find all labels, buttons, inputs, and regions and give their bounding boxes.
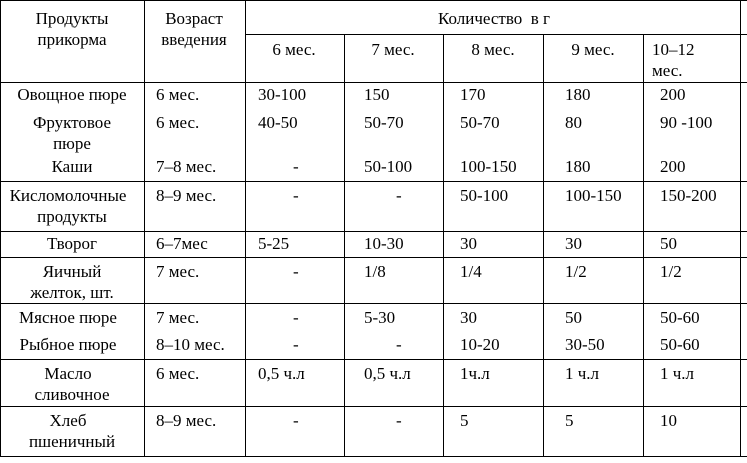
grid-line	[245, 34, 747, 35]
grid-line	[0, 82, 747, 83]
row-age: 6 мес.	[156, 113, 200, 132]
row-value: -	[293, 308, 299, 327]
row-value: 50	[565, 308, 582, 327]
row-value: 30-50	[565, 335, 605, 354]
row-age: 8–10 мес.	[156, 335, 225, 354]
row-value: 1ч.л	[460, 364, 490, 383]
grid-line	[0, 231, 747, 232]
row-age: 8–9 мес.	[156, 411, 217, 430]
row-value: 50-60	[660, 308, 700, 327]
row-product: Хлеб	[49, 411, 87, 430]
header-month: 10–12	[652, 40, 695, 59]
row-value: 40-50	[258, 113, 298, 132]
grid-line	[740, 0, 741, 457]
row-value: 50-70	[364, 113, 404, 132]
row-product: продукты	[37, 207, 107, 226]
row-product: Овощное пюре	[17, 85, 127, 104]
row-value: 90 -100	[660, 113, 713, 132]
row-value: 1/2	[565, 262, 587, 281]
row-product: Яичный	[42, 262, 102, 281]
row-value: 0,5 ч.л	[364, 364, 411, 383]
grid-line	[0, 0, 1, 457]
row-age: 8–9 мес.	[156, 186, 217, 205]
row-value: 150	[364, 85, 390, 104]
grid-line	[443, 34, 444, 457]
row-value: 170	[460, 85, 486, 104]
row-value: 50-60	[660, 335, 700, 354]
row-value: -	[293, 335, 299, 354]
row-value: 1/2	[660, 262, 682, 281]
row-value: 180	[565, 157, 591, 176]
row-value: 10	[660, 411, 677, 430]
row-product: Творог	[47, 234, 97, 253]
header-month: 7 мес.	[371, 40, 415, 59]
row-value: 10-30	[364, 234, 404, 253]
grid-line	[344, 34, 345, 457]
header-quantity: Количество в г	[437, 9, 551, 28]
row-value: 1/8	[364, 262, 386, 281]
row-age: 6–7мес	[156, 234, 208, 253]
row-value: -	[293, 186, 299, 205]
row-value: 1/4	[460, 262, 482, 281]
row-value: 100-150	[460, 157, 517, 176]
row-value: 30	[565, 234, 582, 253]
row-product: Кисломолочные	[9, 186, 127, 205]
row-value: 50-70	[460, 113, 500, 132]
grid-line	[0, 359, 747, 360]
row-value: 30	[460, 308, 477, 327]
row-product: пюре	[53, 134, 91, 153]
grid-line	[543, 34, 544, 457]
row-age: 6 мес.	[156, 85, 200, 104]
grid-line	[0, 456, 747, 457]
row-product: Фруктовое	[32, 113, 112, 132]
header-age: введения	[161, 30, 227, 49]
row-value: -	[396, 186, 402, 205]
row-value: -	[396, 335, 402, 354]
grid-line	[245, 0, 246, 457]
row-value: 50-100	[364, 157, 413, 176]
row-value: 50	[660, 234, 677, 253]
row-value: 150-200	[660, 186, 717, 205]
header-month: 9 мес.	[571, 40, 615, 59]
header-month: 6 мес.	[272, 40, 316, 59]
grid-line	[0, 406, 747, 407]
row-age: 7 мес.	[156, 308, 200, 327]
grid-line	[0, 303, 747, 304]
grid-line	[0, 0, 747, 1]
row-value: -	[396, 411, 402, 430]
row-value: 100-150	[565, 186, 622, 205]
row-product: желток, шт.	[30, 283, 114, 302]
row-value: 80	[565, 113, 582, 132]
grid-line	[0, 257, 747, 258]
row-product: Каши	[51, 157, 93, 176]
row-value: 5	[565, 411, 574, 430]
row-product: Мясное пюре	[19, 308, 117, 327]
row-value: 30-100	[258, 85, 307, 104]
row-product: Масло	[44, 364, 92, 383]
row-age: 6 мес.	[156, 364, 200, 383]
header-month: мес.	[652, 61, 683, 80]
row-value: -	[293, 157, 299, 176]
row-age: 7 мес.	[156, 262, 200, 281]
row-value: 0,5 ч.л	[258, 364, 305, 383]
row-value: 1 ч.л	[660, 364, 695, 383]
row-value: 200	[660, 157, 686, 176]
row-value: 5-25	[258, 234, 290, 253]
row-value: -	[293, 411, 299, 430]
header-products: прикорма	[37, 30, 107, 49]
row-value: 1 ч.л	[565, 364, 600, 383]
grid-line	[0, 181, 747, 182]
row-product: Рыбное пюре	[19, 335, 117, 354]
row-value: 50-100	[460, 186, 509, 205]
row-value: 180	[565, 85, 591, 104]
row-value: 5-30	[364, 308, 396, 327]
row-value: 200	[660, 85, 686, 104]
row-value: 30	[460, 234, 477, 253]
row-product: сливочное	[34, 385, 110, 404]
row-age: 7–8 мес.	[156, 157, 217, 176]
grid-line	[144, 0, 145, 457]
header-month: 8 мес.	[471, 40, 515, 59]
header-age: Возраст	[165, 9, 223, 28]
row-value: -	[293, 262, 299, 281]
row-value: 10-20	[460, 335, 500, 354]
row-product: пшеничный	[28, 432, 116, 451]
grid-line	[643, 34, 644, 457]
row-value: 5	[460, 411, 469, 430]
header-products: Продукты	[35, 9, 109, 28]
